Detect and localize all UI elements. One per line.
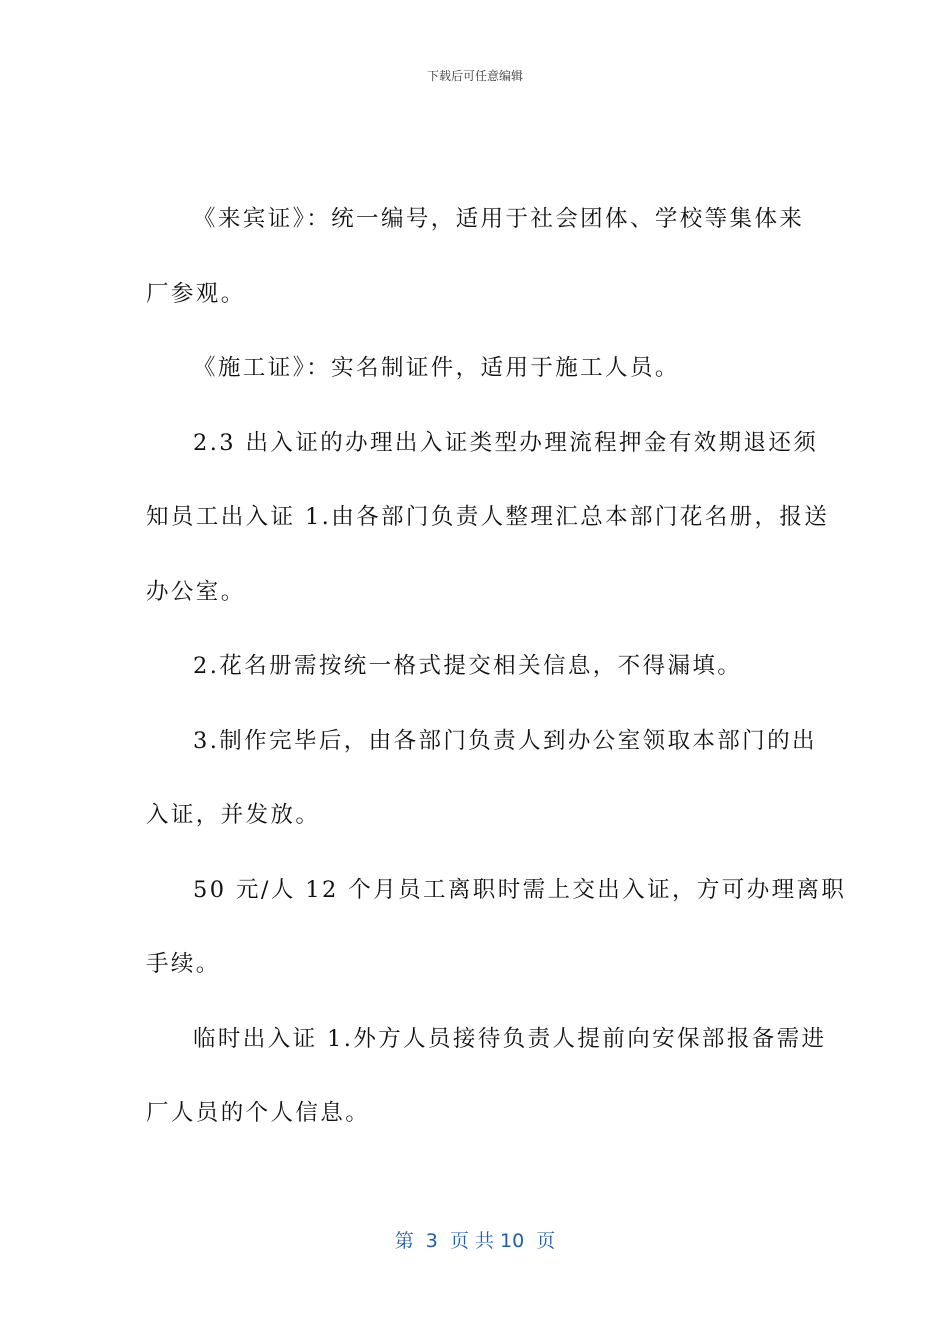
paragraph-line: 50 元/人 12 个月员工离职时需上交出入证，方可办理离职 <box>193 876 847 903</box>
document-body <box>146 196 847 1165</box>
paragraph-line: 厂人员的个人信息。 <box>146 1100 371 1126</box>
paragraph-line: 手续。 <box>146 951 221 977</box>
paragraph-line: 临时出入证 1.外方人员接待负责人提前向安保部报备需进 <box>193 1025 827 1052</box>
paragraph-line: 《施工证》：实名制证件，适用于施工人员。 <box>193 355 680 381</box>
paragraph-line: 厂参观。 <box>146 280 246 307</box>
page-header: 下载后可任意编辑 <box>426 69 523 83</box>
paragraph-line: 3.制作完毕后，由各部门负责人到办公室领取本部门的出 <box>193 727 817 754</box>
paragraph-line: 2.3 出入证的办理出入证类型办理流程押金有效期退还须 <box>193 429 819 456</box>
page-number-footer: 第 3 页 共 10 页 <box>394 1230 556 1252</box>
paragraph-line: 知员工出入证 1.由各部门负责人整理汇总本部门花名册，报送 <box>146 504 830 530</box>
paragraph-line: 入证，并发放。 <box>146 802 321 828</box>
paragraph-line: 办公室。 <box>146 578 246 605</box>
paragraph-line: 《来宾证》：统一编号，适用于社会团体、学校等集体来 <box>193 206 805 232</box>
paragraph-line: 2.花名册需按统一格式提交相关信息，不得漏填。 <box>193 653 743 679</box>
